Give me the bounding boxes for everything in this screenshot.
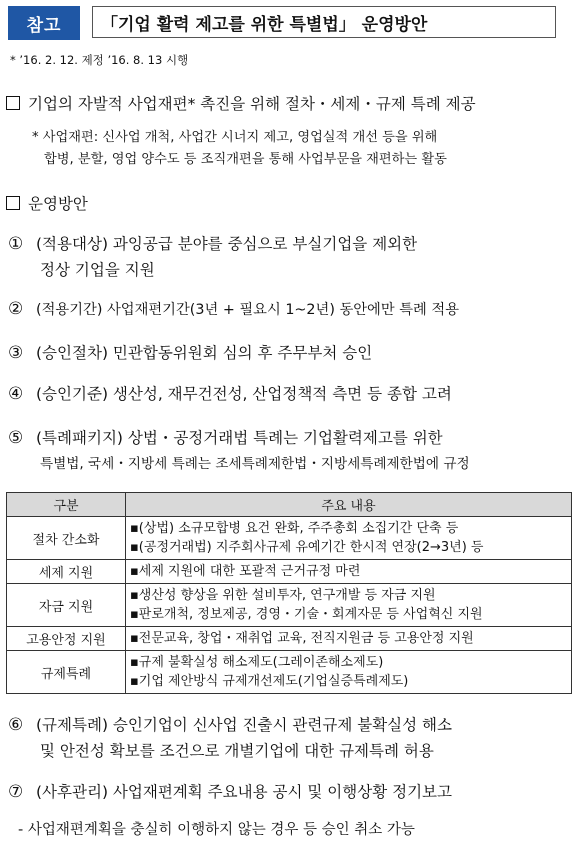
table-row — [7, 584, 572, 627]
item-number: ① — [8, 234, 24, 254]
enactment-dates: * ’16. 2. 12. 제정 ’16. 8. 13 시행 — [10, 53, 189, 67]
item-number: ⑤ — [8, 428, 24, 448]
item-text: (사후관리) 사업재편계획 주요내용 공시 및 이행상황 정기보고 — [36, 783, 452, 801]
item-number: ⑥ — [8, 715, 24, 735]
reference-tag: 참고 — [8, 6, 80, 40]
table-header: 구분 — [7, 493, 126, 517]
item-text-continued: 특별법, 국세・지방세 특례는 조세특례제한법・지방세특례제한법에 규정 — [40, 456, 470, 472]
table-line: ▪판로개척, 정보제공, 경영・기술・회계자문 등 사업혁신 지원 — [130, 607, 483, 622]
table-row — [7, 517, 572, 560]
footnote-line-2: 합병, 분할, 영업 양수도 등 조직개편을 통해 사업부문을 재편하는 활동 — [44, 152, 447, 167]
table-line: ▪(공정거래법) 지주회사규제 유예기간 한시적 연장(2→3년) 등 — [130, 540, 484, 555]
square-bullet-icon — [6, 196, 20, 210]
item-text: (승인기준) 생산성, 재무건전성, 산업정책적 측면 등 종합 고려 — [36, 385, 452, 403]
table-line: ▪전문교육, 창업・재취업 교육, 전직지원금 등 고용안정 지원 — [130, 631, 474, 646]
table-line: ▪규제 불확실성 해소제도(그레이존해소제도) — [130, 655, 384, 670]
support-table — [6, 492, 572, 694]
table-header: 주요 내용 — [126, 493, 572, 517]
item-text: (적용대상) 과잉공급 분야를 중심으로 부실기업을 제외한 — [36, 235, 418, 253]
list-item — [8, 713, 452, 735]
item-number: ② — [8, 299, 24, 319]
table-content — [126, 517, 572, 560]
table-header-row — [7, 493, 572, 517]
section-operation — [6, 192, 88, 214]
item-number: ④ — [8, 384, 24, 404]
table-line: ▪(상법) 소규모합병 요건 완화, 주주총회 소집기간 단축 등 — [130, 521, 459, 536]
section-operation-text: 운영방안 — [28, 195, 88, 213]
item-text: (규제특례) 승인기업이 신사업 진출시 관련규제 불확실성 해소 — [36, 716, 452, 734]
list-item — [8, 341, 372, 363]
table-category: 규제특례 — [7, 651, 126, 694]
list-item — [8, 382, 452, 404]
table-content — [126, 651, 572, 694]
table-content — [126, 627, 572, 651]
document-header — [8, 6, 568, 40]
list-item — [8, 780, 452, 802]
list-item — [8, 426, 443, 448]
list-item — [8, 232, 417, 254]
item-text: (특례패키지) 상법・공정거래법 특례는 기업활력제고를 위한 — [36, 429, 443, 447]
table-row — [7, 560, 572, 584]
square-bullet-icon — [6, 96, 20, 110]
item-text-continued: 및 안전성 확보를 조건으로 개별기업에 대한 규제특례 허용 — [40, 742, 434, 760]
item-text: (적용기간) 사업재편기간(3년 + 필요시 1~2년) 동안에만 특례 적용 — [36, 302, 460, 318]
list-item — [8, 299, 459, 319]
footnote-line-1: * 사업재편: 신사업 개척, 사업간 시너지 제고, 영업실적 개선 등을 위해 — [32, 130, 438, 145]
document-title: 「기업 활력 제고를 위한 특별법」 운영방안 — [92, 6, 556, 38]
section-purpose-text: 기업의 자발적 사업재편* 촉진을 위해 절차・세제・규제 특례 제공 — [28, 95, 476, 113]
table-category: 고용안정 지원 — [7, 627, 126, 651]
table-category: 자금 지원 — [7, 584, 126, 627]
table-row — [7, 651, 572, 694]
table-content — [126, 560, 572, 584]
table-category: 세제 지원 — [7, 560, 126, 584]
table-line: ▪생산성 향상을 위한 설비투자, 연구개발 등 자금 지원 — [130, 588, 436, 603]
cancellation-note: - 사업재편계획을 충실히 이행하지 않는 경우 등 승인 취소 가능 — [18, 822, 415, 838]
item-text: (승인절차) 민관합동위원회 심의 후 주무부처 승인 — [36, 344, 373, 362]
table-row — [7, 627, 572, 651]
table-line: ▪기업 제안방식 규제개선제도(기업실증특례제도) — [130, 674, 409, 689]
section-purpose — [6, 92, 476, 114]
item-number: ③ — [8, 343, 24, 363]
item-text-continued: 정상 기업을 지원 — [40, 261, 155, 279]
table-content — [126, 584, 572, 627]
table-line: ▪세제 지원에 대한 포괄적 근거규정 마련 — [130, 564, 361, 579]
item-number: ⑦ — [8, 782, 24, 802]
table-category: 절차 간소화 — [7, 517, 126, 560]
